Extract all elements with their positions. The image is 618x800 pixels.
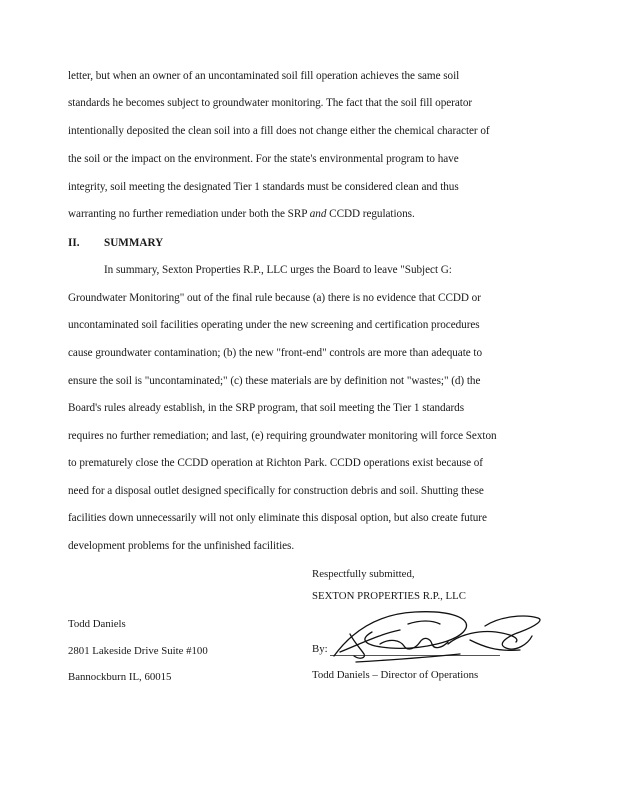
body-line-6-italic: and	[309, 208, 327, 220]
handwritten-signature	[320, 604, 550, 674]
summary-line-8: to prematurely close the CCDD operation at Richton Park. CCDD operations exist because of	[68, 457, 483, 469]
summary-line-10: facilities down unnecessarily will not only eliminate this disposal option, but also create future	[68, 512, 487, 524]
by-label: By:	[312, 643, 328, 655]
summary-line-3: uncontaminated soil facilities operating under the new screening and certification procedures	[68, 319, 480, 331]
body-line-3: intentionally deposited the clean soil into a fill does not change either the chemical character of	[68, 125, 490, 137]
summary-line-7: requires no further remediation; and last, (e) requiring groundwater monitoring will force Sexton	[68, 430, 497, 442]
complimentary-close: Respectfully submitted,	[312, 568, 415, 580]
body-line-6-tail: CCDD regulations.	[326, 208, 415, 220]
sender-street: 2801 Lakeside Drive Suite #100	[68, 645, 208, 657]
section-title: SUMMARY	[104, 237, 164, 249]
sender-city: Bannockburn IL, 60015	[68, 671, 172, 683]
summary-line-9: need for a disposal outlet designed specifically for construction debris and soil. Shutting these	[68, 485, 484, 497]
summary-line-5: ensure the soil is "uncontaminated;" (c) these materials are by definition not "wastes;" (d) the	[68, 375, 481, 387]
body-line-4: the soil or the impact on the environment. For the state's environmental program to have	[68, 153, 459, 165]
body-line-1: letter, but when an owner of an uncontaminated soil fill operation achieves the same soil	[68, 70, 460, 82]
body-line-6-text: warranting no further remediation under both the SRP	[68, 208, 310, 220]
company-name: SEXTON PROPERTIES R.P., LLC	[312, 590, 466, 602]
section-number: II.	[68, 237, 80, 249]
sender-name: Todd Daniels	[68, 618, 126, 630]
body-line-2: standards he becomes subject to groundwater monitoring. The fact that the soil fill operator	[68, 97, 473, 109]
body-line-5: integrity, soil meeting the designated Tier 1 standards must be considered clean and thus	[68, 181, 459, 193]
summary-line-4: cause groundwater contamination; (b) the new "front-end" controls are more than adequate to	[68, 347, 483, 359]
body-line-6	[68, 208, 415, 220]
summary-line-11: development problems for the unfinished facilities.	[68, 540, 295, 552]
summary-line-2: Groundwater Monitoring" out of the final rule because (a) there is no evidence that CCDD or	[68, 292, 481, 304]
summary-line-1: In summary, Sexton Properties R.P., LLC urges the Board to leave "Subject G:	[104, 264, 452, 276]
signer-name-title: Todd Daniels – Director of Operations	[312, 669, 479, 681]
summary-line-6: Board's rules already establish, in the SRP program, that soil meeting the Tier 1 standards	[68, 402, 465, 414]
